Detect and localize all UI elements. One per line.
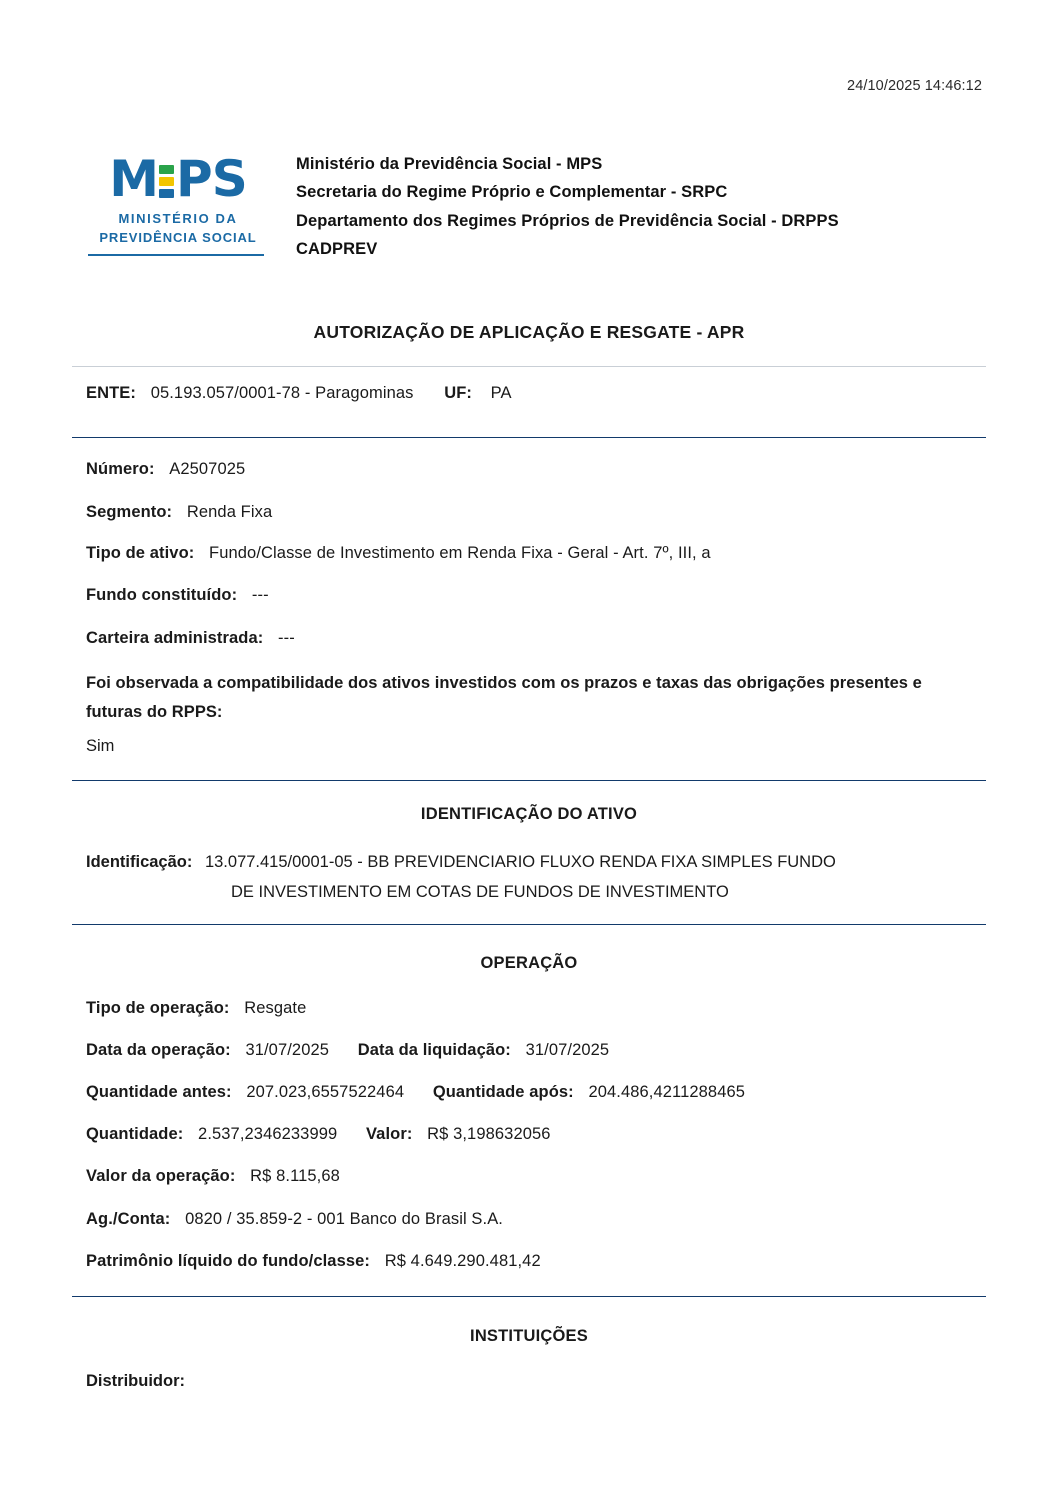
identificacao-block (86, 848, 968, 907)
organization-lines (296, 146, 839, 264)
logo-letter-p: P (176, 150, 212, 208)
org-line-system: CADPREV (296, 240, 378, 259)
valor-operacao-value: R$ 8.115,68 (250, 1167, 340, 1185)
field-numero (86, 457, 245, 482)
org-line-department: Departamento dos Regimes Próprios de Previdência Social - DRPPS (296, 211, 839, 230)
numero-value: A2507025 (169, 460, 246, 478)
org-line-secretariat: Secretaria do Regime Próprio e Complementar - SRPC (296, 183, 728, 202)
field-quantidades-antes-apos (86, 1083, 745, 1102)
print-timestamp: 24/10/2025 14:46:12 (847, 78, 982, 94)
valor-label: Valor: (365, 1125, 413, 1143)
section-title-operacao: OPERAÇÃO (480, 954, 578, 972)
quantidade-apos-value: 204.486,4211288465 (588, 1083, 746, 1101)
logo-divider (88, 254, 264, 256)
mps-logo-mark (88, 150, 268, 208)
valor-operacao-label: Valor da operação: (86, 1167, 236, 1185)
tipo-ativo-label: Tipo de ativo: (86, 544, 195, 562)
ag-conta-value: 0820 / 35.859-2 - 001 Banco do Brasil S.A. (185, 1210, 503, 1228)
logo-letter-m: M (109, 150, 158, 208)
divider-ativo (72, 780, 986, 781)
logo-wordmark (88, 210, 268, 248)
uf-value: PA (490, 384, 512, 402)
distribuidor-label: Distribuidor: (86, 1372, 185, 1390)
tipo-operacao-value: Resgate (244, 999, 307, 1017)
page-title: AUTORIZAÇÃO DE APLICAÇÃO E RESGATE - APR (313, 322, 745, 342)
data-operacao-label: Data da operação: (86, 1041, 231, 1059)
fundo-constituido-value: --- (251, 586, 269, 604)
field-carteira-administrada (86, 626, 295, 651)
ente-value: 05.193.057/0001-78 - Paragominas (150, 384, 414, 402)
identificacao-value-line1: 13.077.415/0001-05 - BB PREVIDENCIARIO FLUXO RENDA FIXA SIMPLES FUNDO (204, 853, 836, 871)
compatibilidade-answer: Sim (86, 737, 115, 755)
section-title-instituicoes: INSTITUIÇÕES (470, 1327, 588, 1345)
quantidade-apos-label: Quantidade após: (432, 1083, 574, 1101)
segmento-value: Renda Fixa (186, 503, 273, 521)
uf-label: UF: (444, 384, 472, 402)
carteira-value: --- (278, 629, 295, 647)
fundo-constituido-label: Fundo constituído: (86, 586, 238, 604)
field-quantidade-valor (86, 1125, 551, 1144)
logo-wordmark-line2: PREVIDÊNCIA SOCIAL (99, 229, 257, 245)
logo-wordmark-line1: MINISTÉRIO DA (118, 211, 238, 226)
field-ag-conta (86, 1210, 503, 1229)
divider-top (72, 366, 986, 367)
section-title-identificacao-ativo: IDENTIFICAÇÃO DO ATIVO (420, 805, 638, 823)
ente-row (86, 384, 512, 403)
segmento-label: Segmento: (86, 503, 173, 521)
identificacao-label: Identificação: (86, 853, 193, 871)
valor-value: R$ 3,198632056 (427, 1125, 551, 1143)
identificacao-value-line2: DE INVESTIMENTO EM COTAS DE FUNDOS DE INVESTIMENTO (231, 883, 729, 902)
ente-label: ENTE: (86, 384, 136, 402)
compatibilidade-question: Foi observada a compatibilidade dos ativos investidos com os prazos e taxas das obrigações presentes e futuras do RPPS: (86, 674, 922, 721)
data-liquidacao-label: Data da liquidação: (357, 1041, 511, 1059)
field-tipo-ativo (86, 541, 711, 566)
data-liquidacao-value: 31/07/2025 (525, 1041, 610, 1059)
carteira-label: Carteira administrada: (86, 629, 264, 647)
field-segmento (86, 500, 272, 525)
field-patrimonio-liquido (86, 1252, 541, 1271)
quantidade-antes-label: Quantidade antes: (86, 1083, 232, 1101)
patrimonio-label: Patrimônio líquido do fundo/classe: (86, 1252, 371, 1270)
mps-logo (88, 146, 268, 256)
logo-flag-bars-icon (159, 165, 174, 198)
ag-conta-label: Ag./Conta: (86, 1210, 171, 1228)
numero-label: Número: (86, 460, 155, 478)
field-tipo-operacao (86, 999, 306, 1018)
field-fundo-constituido (86, 583, 269, 608)
field-datas (86, 1041, 609, 1060)
divider-operacao (72, 924, 986, 925)
document-header (88, 146, 986, 264)
divider-instituicoes (72, 1296, 986, 1297)
field-valor-operacao (86, 1167, 340, 1186)
quantidade-label: Quantidade: (86, 1125, 184, 1143)
org-line-ministry: Ministério da Previdência Social - MPS (296, 155, 603, 173)
tipo-ativo-value: Fundo/Classe de Investimento em Renda Fixa - Geral - Art. 7º, III, a (209, 544, 711, 562)
tipo-operacao-label: Tipo de operação: (86, 999, 230, 1017)
quantidade-antes-value: 207.023,6557522464 (246, 1083, 405, 1101)
data-operacao-value: 31/07/2025 (245, 1041, 330, 1059)
logo-letter-s: S (211, 150, 247, 208)
quantidade-value: 2.537,2346233999 (198, 1125, 338, 1143)
divider-ente (72, 437, 986, 438)
patrimonio-value: R$ 4.649.290.481,42 (384, 1252, 541, 1270)
